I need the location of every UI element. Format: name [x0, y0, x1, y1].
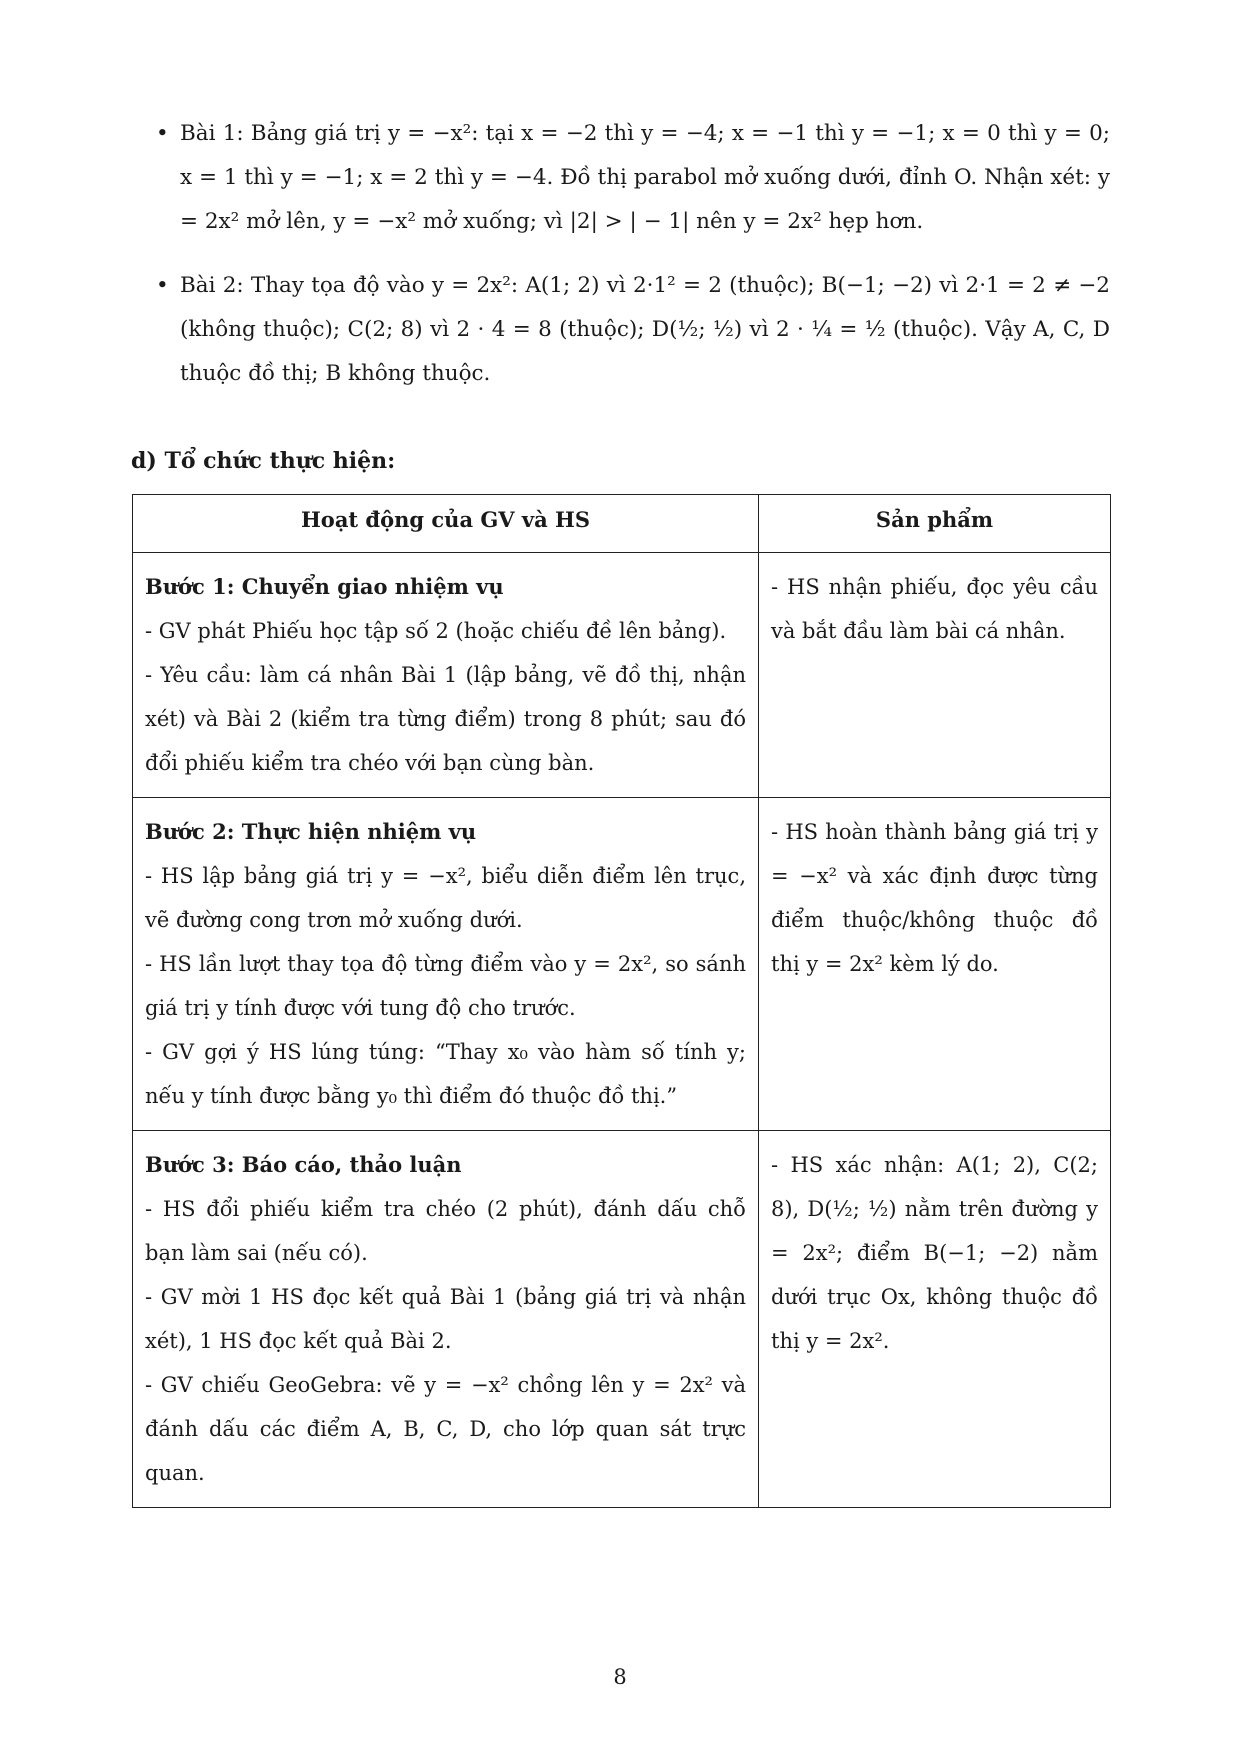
activity-line: - GV phát Phiếu học tập số 2 (hoặc chiếu đề lên bảng).	[145, 619, 727, 643]
activity-line: - HS đổi phiếu kiểm tra chéo (2 phút), đánh dấu chỗ bạn làm sai (nếu có).	[145, 1197, 746, 1265]
table-header-row	[133, 495, 1111, 553]
activity-cell	[133, 1131, 759, 1508]
bullet-text: Bài 2: Thay tọa độ vào y = 2x²: A(1; 2) vì 2·1² = 2 (thuộc); B(−1; −2) vì 2·1 = 2 ≠ −2 (không thuộc); C(2; 8) vì 2 · 4 = 8 (thuộc); D(½; ½) vì 2 · ¼ = ½ (thuộc). Vậy A, C, D thuộc đồ thị; B không thuộc.	[180, 273, 1110, 386]
activity-line: - GV gợi ý HS lúng túng: “Thay x₀ vào hàm số tính y; nếu y tính được bằng y₀ thì điểm đó thuộc đồ thị.”	[145, 1040, 746, 1108]
step-title: Bước 1: Chuyển giao nhiệm vụ	[145, 574, 504, 599]
activity-cell	[133, 798, 759, 1131]
answer-list	[150, 112, 1110, 416]
list-item	[150, 112, 1110, 244]
list-item	[150, 264, 1110, 396]
column-header: Hoạt động của GV và HS	[133, 495, 759, 553]
step-title: Bước 3: Báo cáo, thảo luận	[145, 1152, 462, 1177]
step-title: Bước 2: Thực hiện nhiệm vụ	[145, 819, 477, 844]
bullet-icon: •	[156, 121, 169, 146]
activity-line: - HS lần lượt thay tọa độ từng điểm vào y = 2x², so sánh giá trị y tính được với tung độ cho trước.	[145, 952, 746, 1020]
column-header: Sản phẩm	[759, 495, 1111, 553]
product-cell	[759, 1131, 1111, 1508]
activity-line: - GV mời 1 HS đọc kết quả Bài 1 (bảng giá trị và nhận xét), 1 HS đọc kết quả Bài 2.	[145, 1285, 746, 1353]
page-number: 8	[613, 1665, 627, 1689]
product-text: - HS xác nhận: A(1; 2), C(2; 8), D(½; ½) nằm trên đường y = 2x²; điểm B(−1; −2) nằm dưới trục Ox, không thuộc đồ thị y = 2x².	[771, 1153, 1098, 1353]
table-row	[133, 553, 1111, 798]
activity-line: - HS lập bảng giá trị y = −x², biểu diễn điểm lên trục, vẽ đường cong trơn mở xuống dưới.	[145, 864, 746, 932]
product-text: - HS nhận phiếu, đọc yêu cầu và bắt đầu làm bài cá nhân.	[771, 575, 1098, 643]
activity-line: - Yêu cầu: làm cá nhân Bài 1 (lập bảng, vẽ đồ thị, nhận xét) và Bài 2 (kiểm tra từng điểm) trong 8 phút; sau đó đổi phiếu kiểm tra chéo với bạn cùng bàn.	[145, 663, 746, 775]
table-row	[133, 1131, 1111, 1508]
product-cell	[759, 553, 1111, 798]
activity-cell	[133, 553, 759, 798]
activity-line: - GV chiếu GeoGebra: vẽ y = −x² chồng lên y = 2x² và đánh dấu các điểm A, B, C, D, cho lớp quan sát trực quan.	[145, 1373, 746, 1485]
bullet-icon: •	[156, 273, 169, 298]
product-text: - HS hoàn thành bảng giá trị y = −x² và xác định được từng điểm thuộc/không thuộc đồ thị y = 2x² kèm lý do.	[771, 820, 1098, 976]
bullet-text: Bài 1: Bảng giá trị y = −x²: tại x = −2 thì y = −4; x = −1 thì y = −1; x = 0 thì y = 0; x = 1 thì y = −1; x = 2 thì y = −4. Đồ thị parabol mở xuống dưới, đỉnh O. Nhận xét: y = 2x² mở lên, y = −x² mở xuống; vì |2| > | − 1| nên y = 2x² hẹp hơn.	[180, 121, 1110, 234]
section-heading: d) Tổ chức thực hiện:	[131, 448, 396, 474]
table-row	[133, 798, 1111, 1131]
activity-table	[132, 494, 1111, 1508]
product-cell	[759, 798, 1111, 1131]
